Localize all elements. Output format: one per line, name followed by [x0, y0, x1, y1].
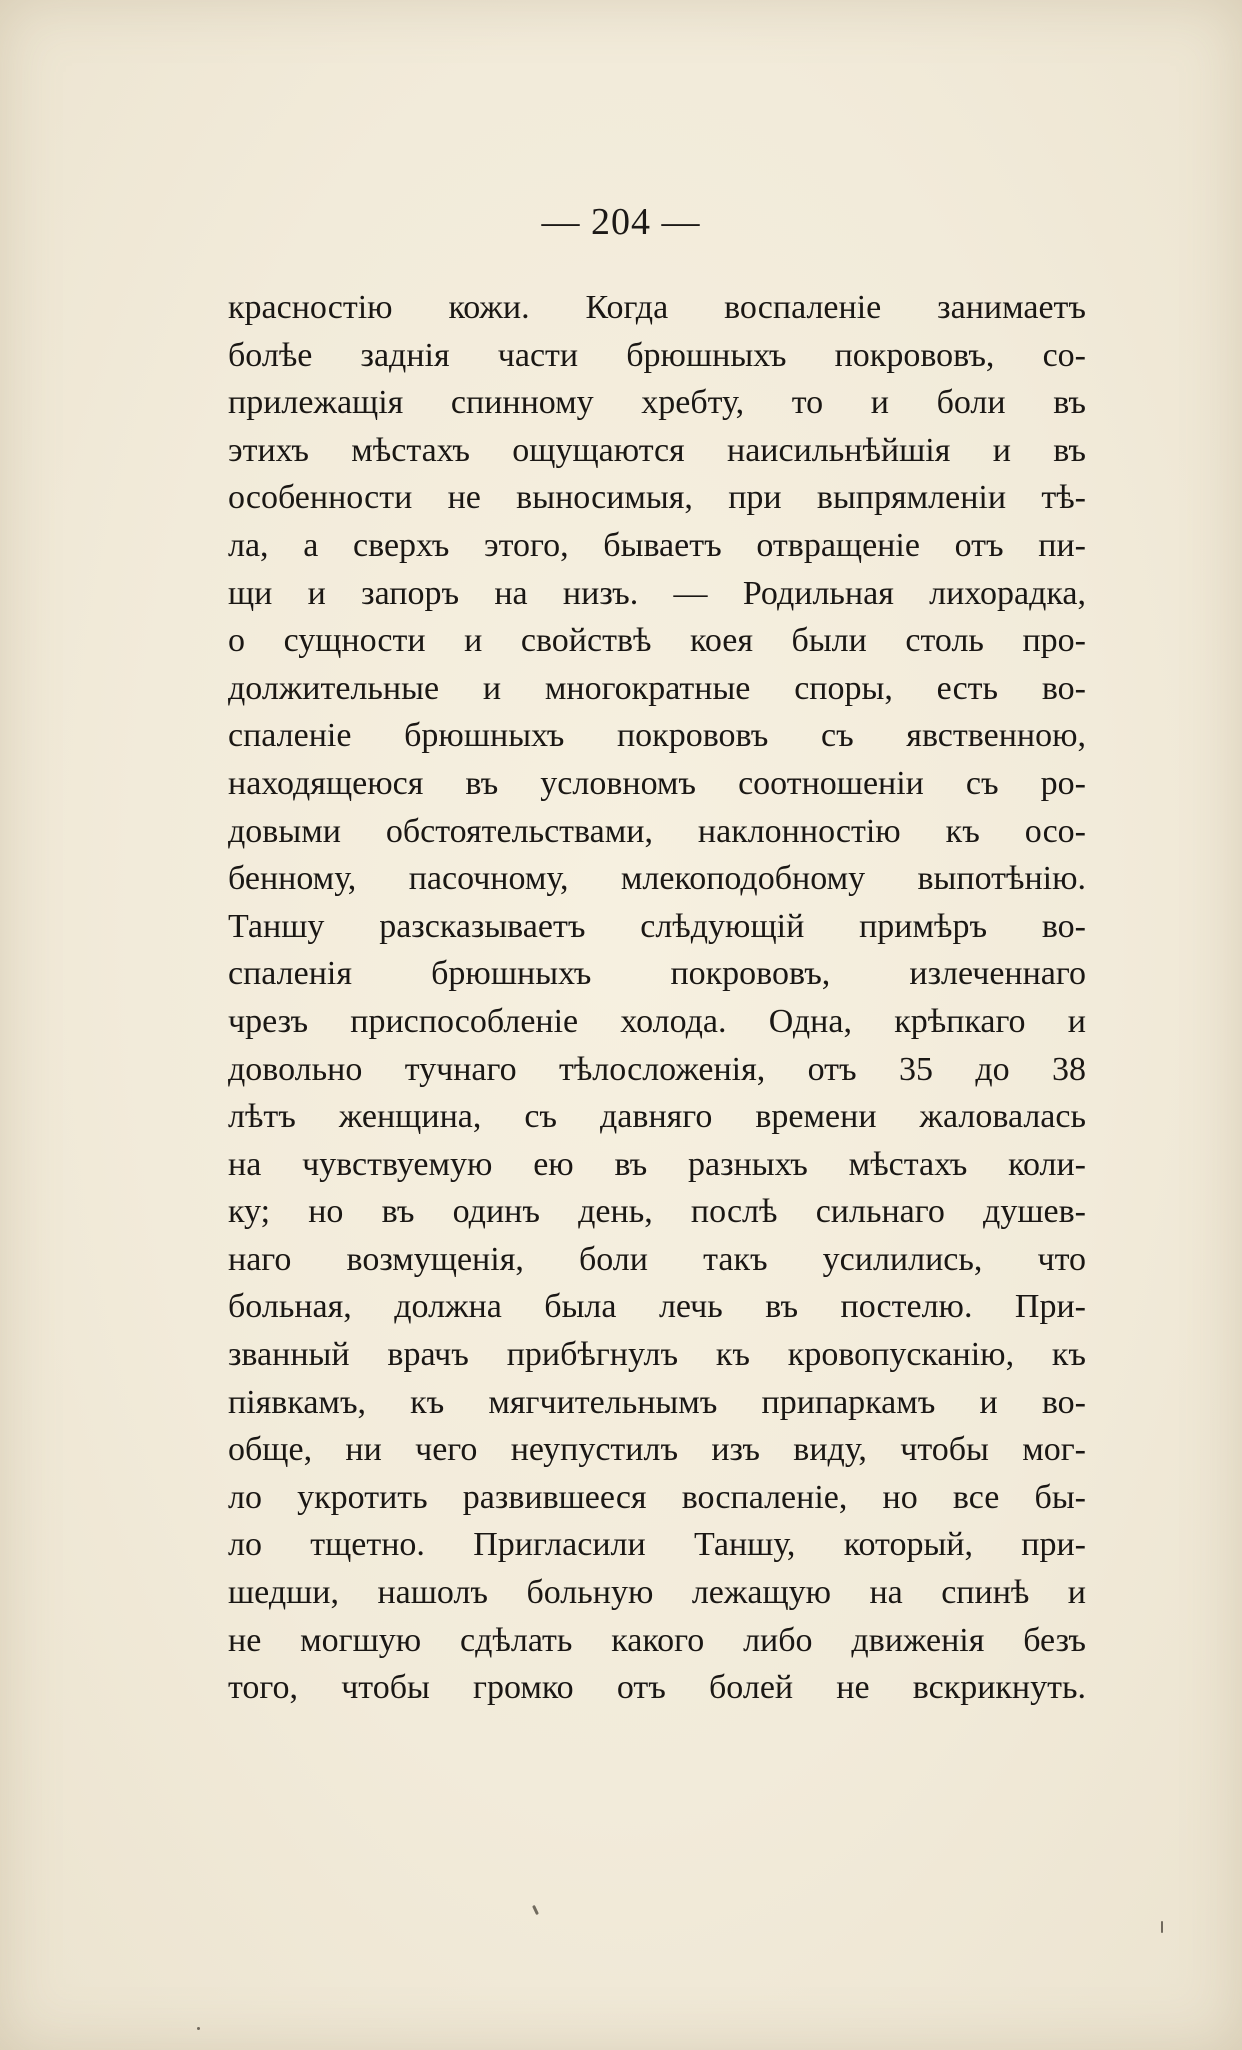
text-line: ку; но въ одинъ день, послѣ сильнаго душев- — [228, 1193, 1086, 1231]
ink-speck — [197, 2027, 200, 2030]
text-line: шедши, нашолъ больную лежащую на спинѣ и — [228, 1574, 1086, 1612]
text-line: щи и запоръ на низъ. — Родильная лихорадка, — [228, 574, 1086, 612]
text-line: на чувствуемую ею въ разныхъ мѣстахъ коли- — [228, 1145, 1086, 1183]
text-line: ла, а сверхъ этого, бываетъ отвращеніе отъ пи- — [228, 526, 1086, 564]
text-line: не могшую сдѣлать какого либо движенія безъ — [228, 1621, 1086, 1659]
text-line: наго возмущенія, боли такъ усилились, что — [228, 1240, 1086, 1278]
body-text — [228, 284, 1086, 1712]
text-line: ло укротить развившееся воспаленіе, но все бы- — [228, 1478, 1086, 1516]
text-line: должительные и многократные споры, есть во- — [228, 669, 1086, 707]
page-number: — 204 — — [541, 201, 701, 243]
text-line: спаленіе брюшныхъ покрововъ съ явственною, — [228, 717, 1086, 755]
text-line: прилежащія спинному хребту, то и боли въ — [228, 384, 1086, 422]
text-line: піявкамъ, къ мягчительнымъ припаркамъ и во- — [228, 1383, 1086, 1421]
text-line: спаленія брюшныхъ покрововъ, излеченнаго — [228, 955, 1086, 993]
text-line: этихъ мѣстахъ ощущаются наисильнѣйшія и въ — [228, 431, 1086, 469]
text-line: особенности не выносимыя, при выпрямленіи тѣ- — [228, 479, 1086, 517]
text-line: довыми обстоятельствами, наклонностію къ осо- — [228, 812, 1086, 850]
text-line: болѣе заднія части брюшныхъ покрововъ, со- — [228, 336, 1086, 374]
text-line: лѣтъ женщина, съ давняго времени жаловалась — [228, 1098, 1086, 1136]
text-line: бенному, пасочному, млекоподобному выпотѣнію. — [228, 860, 1086, 898]
text-line: о сущности и свойствѣ коея были столь про- — [228, 622, 1086, 660]
text-line: больная, должна была лечь въ постелю. При- — [228, 1288, 1086, 1326]
text-line: ло тщетно. Пригласили Таншу, который, при- — [228, 1526, 1086, 1564]
text-line: обще, ни чего неупустилъ изъ виду, чтобы мог- — [228, 1431, 1086, 1469]
text-line: находящеюся въ условномъ соотношеніи съ ро- — [228, 764, 1086, 802]
text-line: красностію кожи. Когда воспаленіе занимаетъ — [228, 289, 1086, 326]
text-line: Таншу разсказываетъ слѣдующій примѣръ во- — [228, 907, 1086, 945]
text-line: того, чтобы громко отъ болей не вскрикнуть. — [228, 1669, 1086, 1707]
text-line: чрезъ приспособленіе холода. Одна, крѣпкаго и — [228, 1002, 1086, 1040]
text-line: званный врачъ прибѣгнулъ къ кровопусканію, къ — [228, 1336, 1086, 1374]
text-line: довольно тучнаго тѣлосложенія, отъ 35 до 38 — [228, 1050, 1086, 1088]
ink-speck — [1161, 1921, 1163, 1933]
ink-speck — [532, 1905, 539, 1915]
